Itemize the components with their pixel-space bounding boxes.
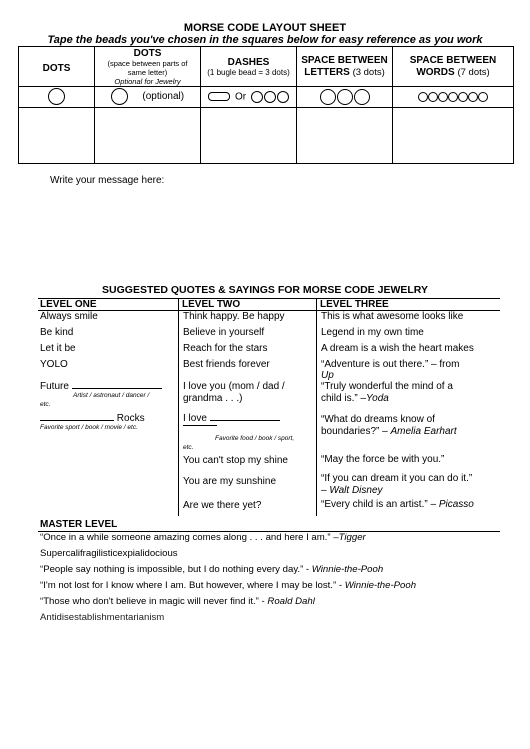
rocks-hint: Favorite sport / book / movie / etc. [40, 424, 138, 431]
dot-bead-icon [438, 92, 448, 102]
list-item: Reach for the stars [183, 343, 268, 354]
list-item: grandma . . .) [183, 393, 243, 404]
spacing-tape-cell[interactable] [95, 108, 201, 164]
list-item: “May the force be with you.” [321, 454, 445, 465]
dot-tape-cell[interactable] [19, 108, 95, 164]
word-space-bead-cell[interactable] [393, 87, 514, 108]
dot-bead-icon [111, 88, 128, 105]
list-item: “Once in a while someone amazing comes along . . . and here I am.” –Tigger [40, 532, 366, 543]
future-hint: etc. [40, 401, 51, 408]
list-item: Think happy. Be happy [183, 311, 285, 322]
bugle-bead-icon [208, 92, 230, 101]
dot-bead-icon [468, 92, 478, 102]
list-item-source: Up [321, 370, 334, 381]
list-item: I love you (mom / dad / [183, 381, 285, 392]
list-item: You are my sunshine [183, 476, 277, 487]
fill-in-blank[interactable] [72, 388, 162, 389]
list-item: “Adventure is out there.” – from [321, 359, 460, 370]
dot-bead-icon [48, 88, 65, 105]
list-item: Believe in yourself [183, 327, 265, 338]
dot-bead-icon [418, 92, 428, 102]
column-divider [316, 298, 317, 516]
list-item-future: Future [40, 381, 162, 393]
list-item: “What do dreams know of [321, 414, 435, 425]
message-area[interactable] [50, 190, 490, 270]
dot-bead-icon [448, 92, 458, 102]
message-label: Write your message here: [50, 175, 165, 186]
word-space-tape-cell[interactable] [393, 108, 514, 164]
letter-space-bead-cell[interactable] [297, 87, 393, 108]
dash-tape-cell[interactable] [201, 108, 297, 164]
dot-bead-icon [478, 92, 488, 102]
list-item: Antidisestablishmentarianism [40, 612, 165, 623]
dot-bead-icon [428, 92, 438, 102]
dot-bead-icon [264, 91, 276, 103]
dash-bead-cell[interactable]: Or [201, 87, 297, 108]
table-top-rule [38, 298, 500, 299]
list-item-i-love: I love [183, 413, 280, 425]
level-one-heading: LEVEL ONE [40, 299, 97, 310]
list-item: Be kind [40, 327, 74, 338]
list-item-rocks: Rocks [40, 413, 145, 425]
list-item: Supercalifragilisticexpialidocious [40, 548, 178, 559]
dots-spacing-header: DOTS (space between parts of same letter) Optional for Jewelry [95, 47, 201, 87]
i-love-hint: Favorite food / book / sport, [215, 435, 295, 442]
list-item: Are we there yet? [183, 500, 262, 511]
list-item: child is.” –Yoda [321, 393, 389, 404]
i-love-hint: etc. [183, 444, 194, 451]
sheet-subtitle: Tape the beads you've chosen in the squares below for easy reference as you work [47, 34, 483, 46]
master-level-heading: MASTER LEVEL [40, 519, 118, 530]
level-three-heading: LEVEL THREE [320, 299, 389, 310]
level-two-heading: LEVEL TWO [182, 299, 241, 310]
dots-header: DOTS [19, 47, 95, 87]
list-item: “Truly wonderful the mind of a [321, 381, 453, 392]
list-item: – Walt Disney [321, 485, 383, 496]
bead-layout-table [18, 46, 514, 164]
list-item: boundaries?” – Amelia Earhart [321, 426, 457, 437]
list-item: You can't stop my shine [183, 455, 288, 466]
fill-in-blank[interactable] [40, 420, 114, 421]
letter-space-tape-cell[interactable] [297, 108, 393, 164]
list-item: “Every child is an artist.” – Picasso [321, 499, 474, 510]
dot-bead-icon [277, 91, 289, 103]
list-item: Let it be [40, 343, 76, 354]
dot-bead-icon [251, 91, 263, 103]
list-item: “If you can dream it you can do it.” [321, 473, 473, 484]
dot-bead-cell[interactable] [19, 87, 95, 108]
list-item: “Those who don't believe in magic will never find it.” - Roald Dahl [40, 596, 315, 607]
list-item: A dream is a wish the heart makes [321, 343, 474, 354]
fill-in-blank[interactable] [210, 420, 280, 421]
dot-bead-icon [458, 92, 468, 102]
list-item: “I'm not lost for I know where I am. But however, where I may be lost.” - Winnie-the-Pooh [40, 580, 417, 591]
word-space-header: SPACE BETWEEN WORDS (7 dots) [393, 47, 514, 87]
dot-bead-icon [320, 89, 336, 105]
list-item: “People say nothing is impossible, but I do nothing every day.” - Winnie-the-Pooh [40, 564, 384, 575]
future-hint: Artist / astronaut / dancer / [73, 392, 150, 399]
column-divider [178, 298, 179, 516]
fill-in-blank[interactable] [183, 425, 217, 426]
dot-bead-icon [354, 89, 370, 105]
quotes-title: SUGGESTED QUOTES & SAYINGS FOR MORSE CODE JEWELRY [102, 284, 428, 296]
spacing-bead-cell[interactable]: (optional) [95, 87, 201, 108]
list-item: YOLO [40, 359, 68, 370]
list-item: Best friends forever [183, 359, 270, 370]
dashes-header: DASHES (1 bugle bead = 3 dots) [201, 47, 297, 87]
list-item: Always smile [40, 311, 98, 322]
dot-bead-icon [337, 89, 353, 105]
letter-space-header: SPACE BETWEEN LETTERS (3 dots) [297, 47, 393, 87]
list-item: This is what awesome looks like [321, 311, 464, 322]
list-item: Legend in my own time [321, 327, 424, 338]
sheet-title: MORSE CODE LAYOUT SHEET [183, 22, 347, 34]
